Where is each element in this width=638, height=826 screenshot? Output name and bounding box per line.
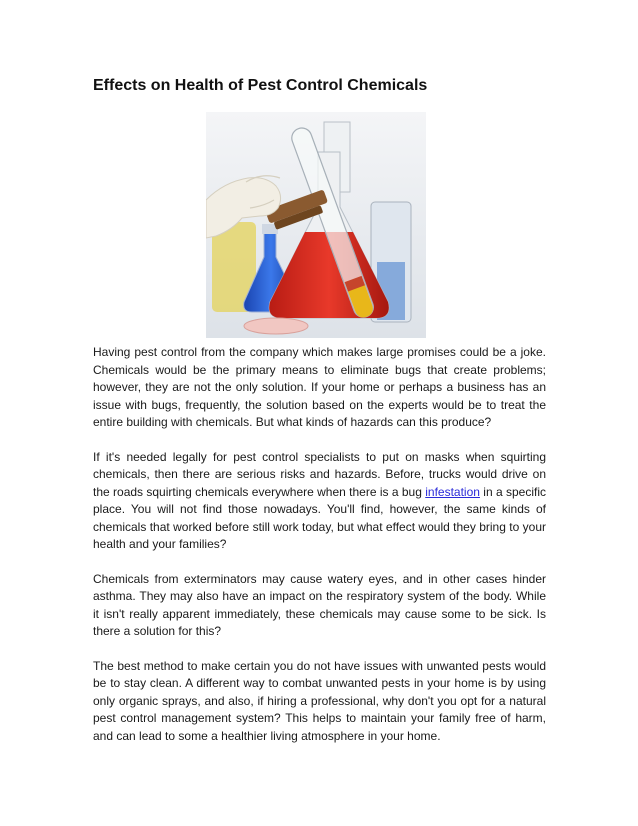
paragraph-4 <box>93 658 546 746</box>
infestation-link[interactable]: infestation <box>425 484 480 499</box>
page-title: Effects on Health of Pest Control Chemicals <box>93 77 428 94</box>
paragraph-1 <box>93 344 546 432</box>
paragraph-2 <box>93 449 546 554</box>
paragraph-1-text: Having pest control from the company which makes large promises could be a joke. Chemicals would be the primary means to eliminate bugs that create problems; however, they are not the only solution. If your home or perhaps a business has an issue with bugs, frequently, the solution based on the experts would be to treat the entire building with chemicals. But what kinds of hazards can this produce? <box>93 345 546 429</box>
test-tube-illustration <box>206 112 426 338</box>
article-body <box>93 344 546 762</box>
paragraph-4-text: The best method to make certain you do not have issues with unwanted pests would be to stay clean. A different way to combat unwanted pests in your home is by using only organic sprays, and also, if hiring a professional, why don't you opt for a natural pest control management system? This helps to maintain your family free of harm, and can lead to some a healthier living atmosphere in your home. <box>93 658 546 743</box>
lab-chemicals-photo <box>206 112 426 338</box>
paragraph-2-text-end: in a specific place. You will not find those nowadays. You'll find, however, the same kinds of chemicals that worked before still work today, but what effect would they bring to your health and your families? <box>93 484 546 551</box>
paragraph-2-text-start: If it's needed legally for pest control specialists to put on masks when squirting chemicals, then there are serious risks and hazards. Before, trucks would drive on the roads squirting chemicals everywhere when there is a bug <box>93 449 546 499</box>
paragraph-3 <box>93 571 546 641</box>
paragraph-3-text: Chemicals from exterminators may cause watery eyes, and in other cases hinder asthma. They may also have an impact on the respiratory system of the body. While it isn't really apparent immediately, these chemicals may cause some to be sick. Is there a solution for this? <box>93 571 546 638</box>
